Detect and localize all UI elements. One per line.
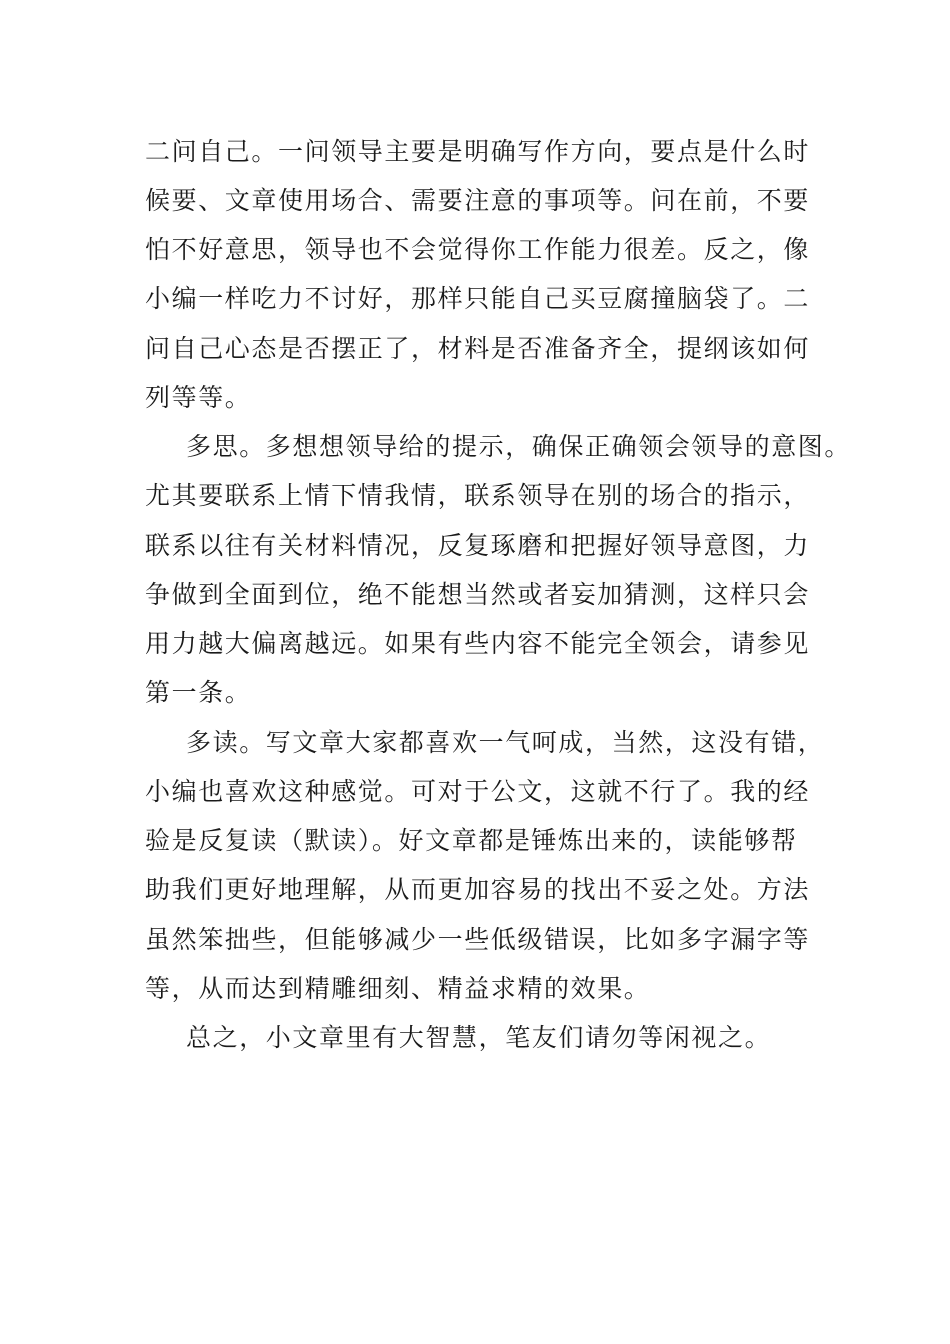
text-line: 第一条。 [145, 678, 252, 707]
text-line: 验是反复读（默读）。好文章都是锤炼出来的，读能够帮 [145, 826, 798, 855]
text-line: 尤其要联系上情下情我情，联系领导在别的场合的指示， [145, 481, 811, 510]
text-line: 小编也喜欢这种感觉。可对于公文，这就不行了。我的经 [145, 777, 811, 806]
text-line: 小编一样吃力不讨好，那样只能自己买豆腐撞脑袋了。二 [145, 284, 811, 313]
text-line: 等，从而达到精雕细刻、精益求精的效果。 [145, 974, 651, 1003]
paragraph-first-line: 多思。多想想领导给的提示，确保正确领会领导的意图。 [186, 432, 852, 461]
text-line: 虽然笨拙些，但能够减少一些低级错误，比如多字漏字等 [145, 925, 811, 954]
text-line: 怕不好意思，领导也不会觉得你工作能力很差。反之，像 [145, 235, 811, 264]
paragraph-first-line: 多读。写文章大家都喜欢一气呵成，当然，这没有错， [186, 728, 825, 757]
text-line: 联系以往有关材料情况，反复琢磨和把握好领导意图，力 [145, 531, 811, 560]
text-line: 问自己心态是否摆正了，材料是否准备齐全，提纲该如何 [145, 334, 811, 363]
text-line: 用力越大偏离越远。如果有些内容不能完全领会，请参见 [145, 629, 811, 658]
text-line: 争做到全面到位，绝不能想当然或者妄加猜测，这样只会 [145, 580, 811, 609]
text-line: 列等等。 [145, 383, 252, 412]
text-line: 二问自己。一问领导主要是明确写作方向，要点是什么时 [145, 137, 811, 166]
paragraph-first-line: 总之，小文章里有大智慧，笔友们请勿等闲视之。 [186, 1023, 772, 1052]
text-line: 候要、文章使用场合、需要注意的事项等。问在前，不要 [145, 186, 811, 215]
text-line: 助我们更好地理解，从而更加容易的找出不妥之处。方法 [145, 875, 811, 904]
